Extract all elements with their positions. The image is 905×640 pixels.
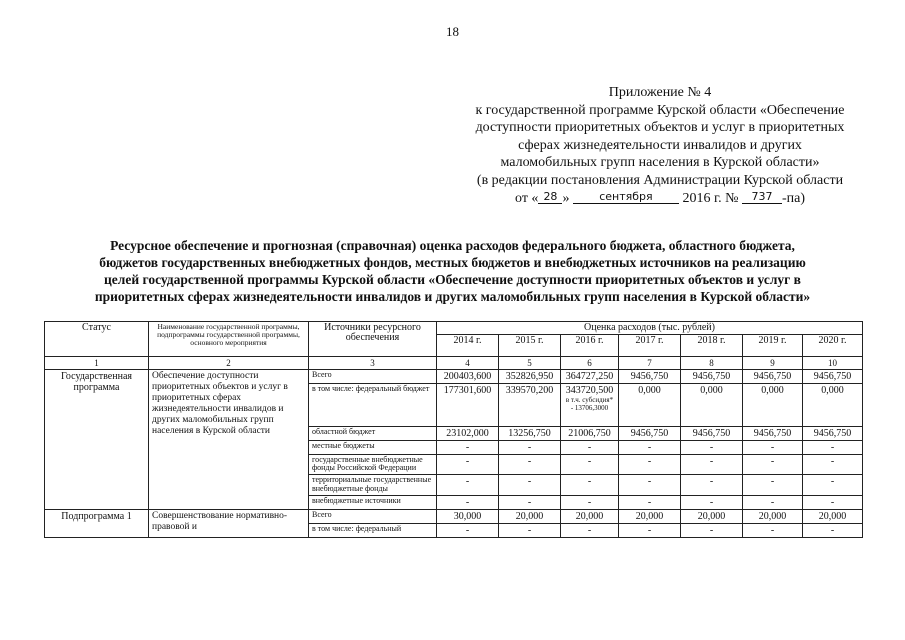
table-row bbox=[45, 509, 863, 523]
heading-line: приоритетных сферах жизнедеятельности инвалидов и других маломобильных групп населения в Курской области» bbox=[94, 289, 811, 304]
header-row bbox=[45, 322, 863, 335]
value-cell: - bbox=[681, 495, 743, 509]
value-cell: - bbox=[561, 495, 619, 509]
value-cell: 9456,750 bbox=[681, 369, 743, 383]
value-cell: 177301,600 bbox=[437, 383, 499, 426]
value-cell: - bbox=[743, 454, 803, 475]
column-number: 1 bbox=[45, 356, 149, 369]
value-cell: 9456,750 bbox=[681, 426, 743, 440]
value-cell: - bbox=[803, 440, 863, 454]
value-cell: 9456,750 bbox=[619, 426, 681, 440]
heading-line: целей государственной программы Курской области «Обеспечение доступности приоритетных объектов и услуг в bbox=[104, 272, 801, 287]
value-cell: 20,000 bbox=[561, 509, 619, 523]
value-cell: 20,000 bbox=[681, 509, 743, 523]
source-cell: в том числе: федеральный bbox=[309, 523, 437, 537]
heading-line: Ресурсное обеспечение и прогнозная (справочная) оценка расходов федерального бюджета, областного бюджета, bbox=[110, 238, 795, 253]
source-cell: местные бюджеты bbox=[309, 440, 437, 454]
header-status: Статус bbox=[45, 322, 149, 357]
column-number: 7 bbox=[619, 356, 681, 369]
value-cell: 200403,600 bbox=[437, 369, 499, 383]
source-cell: областной бюджет bbox=[309, 426, 437, 440]
value-cell: 9456,750 bbox=[619, 369, 681, 383]
value-cell: 9456,750 bbox=[743, 369, 803, 383]
column-number: 6 bbox=[561, 356, 619, 369]
value-cell: 9456,750 bbox=[803, 369, 863, 383]
table-row bbox=[45, 369, 863, 383]
date-day: 28 bbox=[538, 191, 562, 204]
column-number: 10 bbox=[803, 356, 863, 369]
source-cell: внебюджетные источники bbox=[309, 495, 437, 509]
value-text: 343720,500 bbox=[565, 384, 614, 396]
value-cell: - bbox=[743, 523, 803, 537]
value-cell: 20,000 bbox=[619, 509, 681, 523]
value-cell: - bbox=[561, 475, 619, 496]
column-number: 2 bbox=[149, 356, 309, 369]
value-cell: - bbox=[437, 475, 499, 496]
value-cell: 339570,200 bbox=[499, 383, 561, 426]
column-number: 8 bbox=[681, 356, 743, 369]
subprogram-status: Подпрограмма 1 bbox=[45, 509, 149, 537]
value-cell bbox=[561, 383, 619, 426]
value-cell: - bbox=[561, 440, 619, 454]
source-cell: в том числе: федеральный бюджет bbox=[309, 383, 437, 426]
header-name: Наименование государственной программы, подпрограммы государственной программы, основного мероприятия bbox=[149, 322, 309, 357]
value-cell: 23102,000 bbox=[437, 426, 499, 440]
page-number: 18 bbox=[446, 24, 459, 39]
appendix-line: сферах жизнедеятельности инвалидов и других bbox=[518, 137, 802, 153]
header-year: 2015 г. bbox=[499, 334, 561, 356]
value-cell: - bbox=[561, 454, 619, 475]
document-heading bbox=[30, 237, 875, 305]
value-cell: - bbox=[619, 495, 681, 509]
value-cell: - bbox=[499, 454, 561, 475]
value-cell: 20,000 bbox=[743, 509, 803, 523]
appendix-date-line bbox=[440, 190, 880, 208]
source-cell: территориальные государственные внебюджетные фонды bbox=[309, 475, 437, 496]
value-cell: 0,000 bbox=[743, 383, 803, 426]
source-cell: Всего bbox=[309, 509, 437, 523]
source-cell: Всего bbox=[309, 369, 437, 383]
column-number: 5 bbox=[499, 356, 561, 369]
header-year: 2019 г. bbox=[743, 334, 803, 356]
header-year: 2016 г. bbox=[561, 334, 619, 356]
value-cell: 20,000 bbox=[803, 509, 863, 523]
value-cell: 364727,250 bbox=[561, 369, 619, 383]
value-cell: - bbox=[619, 440, 681, 454]
header-year: 2020 г. bbox=[803, 334, 863, 356]
subprogram-name: Совершенствование нормативно-правовой и bbox=[149, 509, 309, 537]
date-day-suffix: » bbox=[562, 190, 570, 206]
header-year: 2018 г. bbox=[681, 334, 743, 356]
value-cell: 0,000 bbox=[619, 383, 681, 426]
decree-number: 737 bbox=[742, 191, 782, 204]
value-cell: - bbox=[681, 475, 743, 496]
value-cell: - bbox=[499, 523, 561, 537]
value-cell: 30,000 bbox=[437, 509, 499, 523]
column-number: 9 bbox=[743, 356, 803, 369]
program-name: Обеспечение доступности приоритетных объектов и услуг в приоритетных сферах жизнедеятельности инвалидов и других маломобильных групп населения в Курской области bbox=[149, 369, 309, 509]
value-cell: - bbox=[681, 454, 743, 475]
value-cell: - bbox=[437, 440, 499, 454]
value-cell: - bbox=[619, 475, 681, 496]
date-month: сентября bbox=[573, 191, 679, 204]
date-year: 2016 г. № bbox=[682, 190, 739, 206]
heading-line: бюджетов государственных внебюджетных фондов, местных бюджетов и внебюджетных источников на реализацию bbox=[99, 255, 806, 270]
appendix-line: к государственной программе Курской области «Обеспечение bbox=[475, 102, 845, 118]
column-number: 4 bbox=[437, 356, 499, 369]
value-cell: - bbox=[437, 454, 499, 475]
value-cell: - bbox=[803, 495, 863, 509]
value-cell: - bbox=[743, 495, 803, 509]
value-cell: - bbox=[499, 475, 561, 496]
value-cell: 9456,750 bbox=[803, 426, 863, 440]
decree-number-suffix: -па) bbox=[781, 190, 805, 206]
value-cell: - bbox=[561, 523, 619, 537]
value-cell: - bbox=[803, 454, 863, 475]
appendix-line: доступности приоритетных объектов и услуг в приоритетных bbox=[475, 120, 845, 136]
value-cell: - bbox=[803, 475, 863, 496]
column-number-row bbox=[45, 356, 863, 369]
value-cell: - bbox=[437, 495, 499, 509]
value-cell: 0,000 bbox=[803, 383, 863, 426]
value-cell: - bbox=[619, 523, 681, 537]
value-cell: - bbox=[619, 454, 681, 475]
budget-table bbox=[44, 321, 863, 538]
appendix-line: маломобильных групп населения в Курской области» bbox=[500, 155, 820, 171]
date-prefix: от « bbox=[515, 190, 539, 206]
value-cell: - bbox=[743, 440, 803, 454]
program-status: Государственная программа bbox=[45, 369, 149, 509]
subsidy-note: в т.ч. субсидия* - 13706,3000 bbox=[565, 395, 614, 412]
value-cell: - bbox=[681, 523, 743, 537]
value-cell: - bbox=[499, 440, 561, 454]
value-cell: 9456,750 bbox=[743, 426, 803, 440]
appendix-block bbox=[440, 84, 880, 207]
value-cell: 20,000 bbox=[499, 509, 561, 523]
column-number: 3 bbox=[309, 356, 437, 369]
header-estimate: Оценка расходов (тыс. рублей) bbox=[437, 322, 863, 335]
header-year: 2014 г. bbox=[437, 334, 499, 356]
value-cell: - bbox=[681, 440, 743, 454]
value-cell: - bbox=[743, 475, 803, 496]
value-cell: 0,000 bbox=[681, 383, 743, 426]
header-source: Источники ресурсного обеспечения bbox=[309, 322, 437, 357]
value-cell: - bbox=[803, 523, 863, 537]
source-cell: государственные внебюджетные фонды Российской Федерации bbox=[309, 454, 437, 475]
header-year: 2017 г. bbox=[619, 334, 681, 356]
value-cell: - bbox=[437, 523, 499, 537]
value-cell: 352826,950 bbox=[499, 369, 561, 383]
value-cell: 21006,750 bbox=[561, 426, 619, 440]
value-cell: 13256,750 bbox=[499, 426, 561, 440]
value-cell: - bbox=[499, 495, 561, 509]
appendix-line: Приложение № 4 bbox=[608, 85, 712, 100]
appendix-line: (в редакции постановления Администрации Курской области bbox=[476, 172, 844, 188]
